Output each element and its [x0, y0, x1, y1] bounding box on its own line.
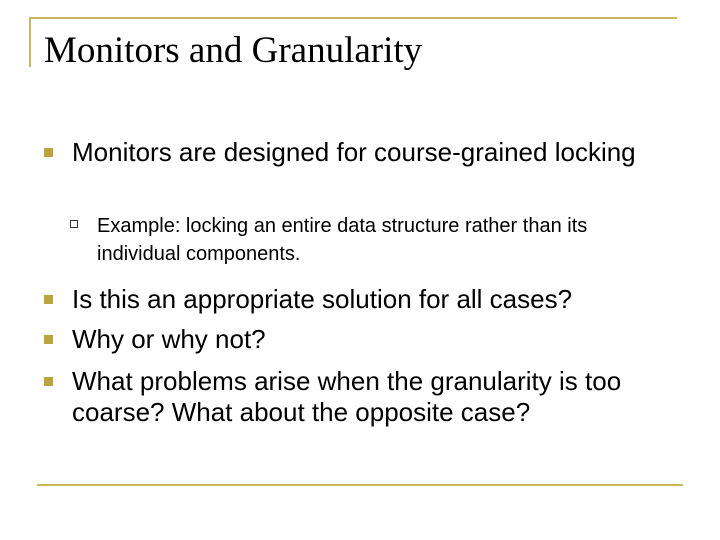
slide-title: Monitors and Granularity — [44, 30, 423, 71]
bullet-text: Monitors are designed for course-grained locking — [72, 137, 636, 167]
square-bullet-icon — [44, 148, 53, 157]
bullet-item — [36, 324, 676, 355]
bullet-item — [36, 137, 676, 207]
bullet-text: What problems arise when the granularity is too coarse? What about the opposite case? — [72, 366, 622, 427]
left-rule — [29, 17, 31, 67]
bullet-text: Is this an appropriate solution for all cases? — [72, 284, 573, 314]
sub-bullet-text: Example: locking an entire data structure rather than its individual components. — [97, 215, 588, 265]
square-bullet-icon — [44, 335, 53, 344]
bullet-item — [36, 366, 676, 436]
bottom-rule — [37, 484, 683, 486]
top-rule — [29, 17, 677, 19]
hollow-square-bullet-icon — [70, 220, 78, 228]
square-bullet-icon — [44, 295, 53, 304]
bullet-item — [36, 284, 676, 315]
bullet-text: Why or why not? — [72, 324, 266, 354]
square-bullet-icon — [44, 377, 53, 386]
